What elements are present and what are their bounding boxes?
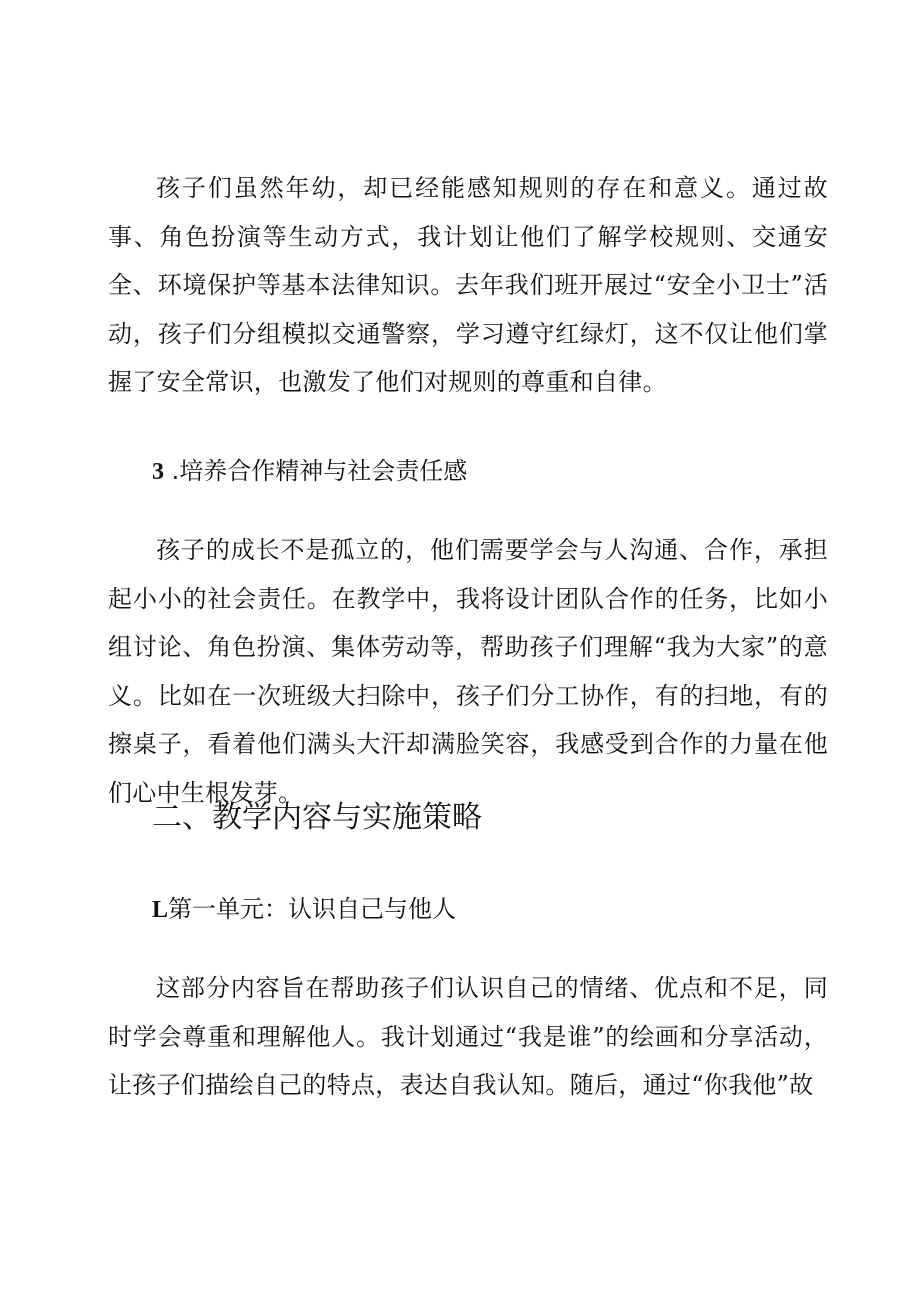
heading-unit-one bbox=[108, 893, 872, 926]
heading-teaching-content-strategy: 二、教学内容与实施策略 bbox=[152, 800, 482, 835]
heading-text: 第一单元：认识自己与他人 bbox=[168, 895, 457, 923]
heading-number: 3 bbox=[152, 459, 164, 485]
paragraph-rules-awareness: 孩子们虽然年幼，却已经能感知规则的存在和意义。通过故事、角色扮演等生动方式，我计划让他们了解学校规则、交通安全、环境保护等基本法律知识。去年我们班开展过“安全小卫士”活动，孩子们分组模拟交通警察，学习遵守红绿灯，这不仅让他们掌握了安全常识，也激发了他们对规则的尊重和自律。 bbox=[108, 174, 828, 396]
heading-text: .培养合作精神与社会责任感 bbox=[171, 457, 468, 485]
heading-cooperation-responsibility bbox=[108, 455, 872, 488]
paragraph-know-self-and-others: 这部分内容旨在帮助孩子们认识自己的情绪、优点和不足，同时学会尊重和理解他人。我计划通过“我是谁”的绘画和分享活动，让孩子们描绘自己的特点，表达自我认知。随后，通过“你我他”故 bbox=[108, 974, 828, 1099]
paragraph-cooperation: 孩子的成长不是孤立的，他们需要学会与人沟通、合作，承担起小小的社会责任。在教学中，我将设计团队合作的任务，比如小组讨论、角色扮演、集体劳动等，帮助孩子们理解“我为大家”的意义。比如在一次班级大扫除中，孩子们分工协作，有的扫地，有的擦桌子，看着他们满头大汗却满脸笑容，我感受到合作的力量在他们心中生根发芽。 bbox=[108, 536, 828, 807]
heading-number: L bbox=[152, 897, 169, 923]
